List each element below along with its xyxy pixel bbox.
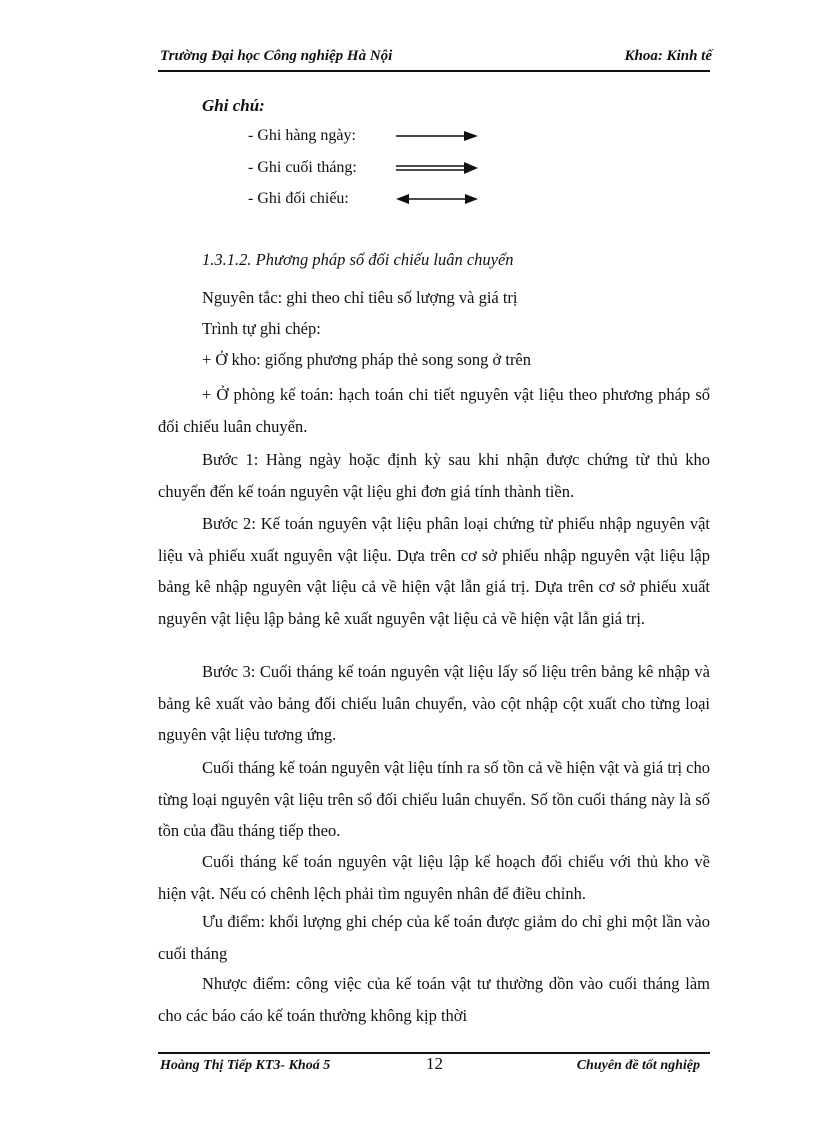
footer-author: Hoàng Thị Tiếp KT3- Khoá 5 <box>160 1058 331 1073</box>
page-number: 12 <box>426 1054 443 1073</box>
double-right-arrow-icon <box>396 156 478 180</box>
step1-text: Bước 1: Hàng ngày hoặc định kỳ sau khi nhận được chứng từ thủ kho chuyển đến kế toán nguyên vật liệu ghi đơn giá tính thành tiền. <box>158 450 710 501</box>
step2-text: Bước 2: Kế toán nguyên vật liệu phân loại chứng từ phiếu nhập nguyên vật liệu và phiếu xuất nguyên vật liệu. Dựa trên cơ sở phiếu nhập nguyên vật liệu lập bảng kê nhập nguyên vật liệu cả về hiện vật lẫn giá trị. Dựa trên cơ sở phiếu xuất nguyên vật liệu lập bảng kê xuất nguyên vật liệu cả về hiện vật lẫn giá trị. <box>158 514 710 628</box>
advantage-text: Ưu điểm: khối lượng ghi chép của kế toán được giảm do chỉ ghi một lần vào cuối tháng <box>158 912 710 963</box>
footer-doc-type: Chuyên đề tốt nghiệp <box>576 1058 700 1073</box>
accounting-text: + Ở phòng kế toán: hạch toán chi tiết nguyên vật liệu theo phương pháp sổ đối chiếu luân chuyển. <box>158 385 710 436</box>
single-right-arrow-icon <box>396 124 478 148</box>
header-faculty: Khoa: Kinh tế <box>624 48 712 64</box>
order-title: Trình tự ghi chép: <box>202 319 321 338</box>
legend-title: Ghi chú: <box>202 96 265 115</box>
section-heading: 1.3.1.2. Phương pháp sổ đối chiếu luân chuyển <box>202 250 514 269</box>
bidirectional-arrow-icon <box>396 187 478 211</box>
header-rule <box>158 70 710 72</box>
disadvantage-text: Nhược điểm: công việc của kế toán vật tư thường dồn vào cuối tháng làm cho các báo cáo kế toán thường không kịp thời <box>158 974 710 1025</box>
month-end-2-text: Cuối tháng kế toán nguyên vật liệu lập kế hoạch đối chiếu với thủ kho về hiện vật. Nếu có chênh lệch phải tìm nguyên nhân để điều chỉnh. <box>158 852 710 903</box>
legend-item-reconcile: - Ghi đối chiếu: <box>248 190 349 207</box>
header-school: Trường Đại học Công nghiệp Hà Nội <box>160 48 393 64</box>
legend-item-month-end: - Ghi cuối tháng: <box>248 159 357 176</box>
month-end-1-text: Cuối tháng kế toán nguyên vật liệu tính ra số tồn cả về hiện vật và giá trị cho từng loại nguyên vật liệu trên sổ đối chiếu luân chuyển. Số tồn cuối tháng này là số tồn của đầu tháng tiếp theo. <box>158 758 710 840</box>
legend-item-daily: - Ghi hàng ngày: <box>248 127 356 144</box>
step3-text: Bước 3: Cuối tháng kế toán nguyên vật liệu lấy số liệu trên bảng kê nhập và bảng kê xuất vào bảng đối chiếu luân chuyển, vào cột nhập cột xuất cho từng loại nguyên vật liệu tương ứng. <box>158 662 710 744</box>
principle-text: Nguyên tắc: ghi theo chỉ tiêu số lượng và giá trị <box>202 288 518 307</box>
warehouse-text: + Ở kho: giống phương pháp thẻ song song ở trên <box>202 350 532 369</box>
